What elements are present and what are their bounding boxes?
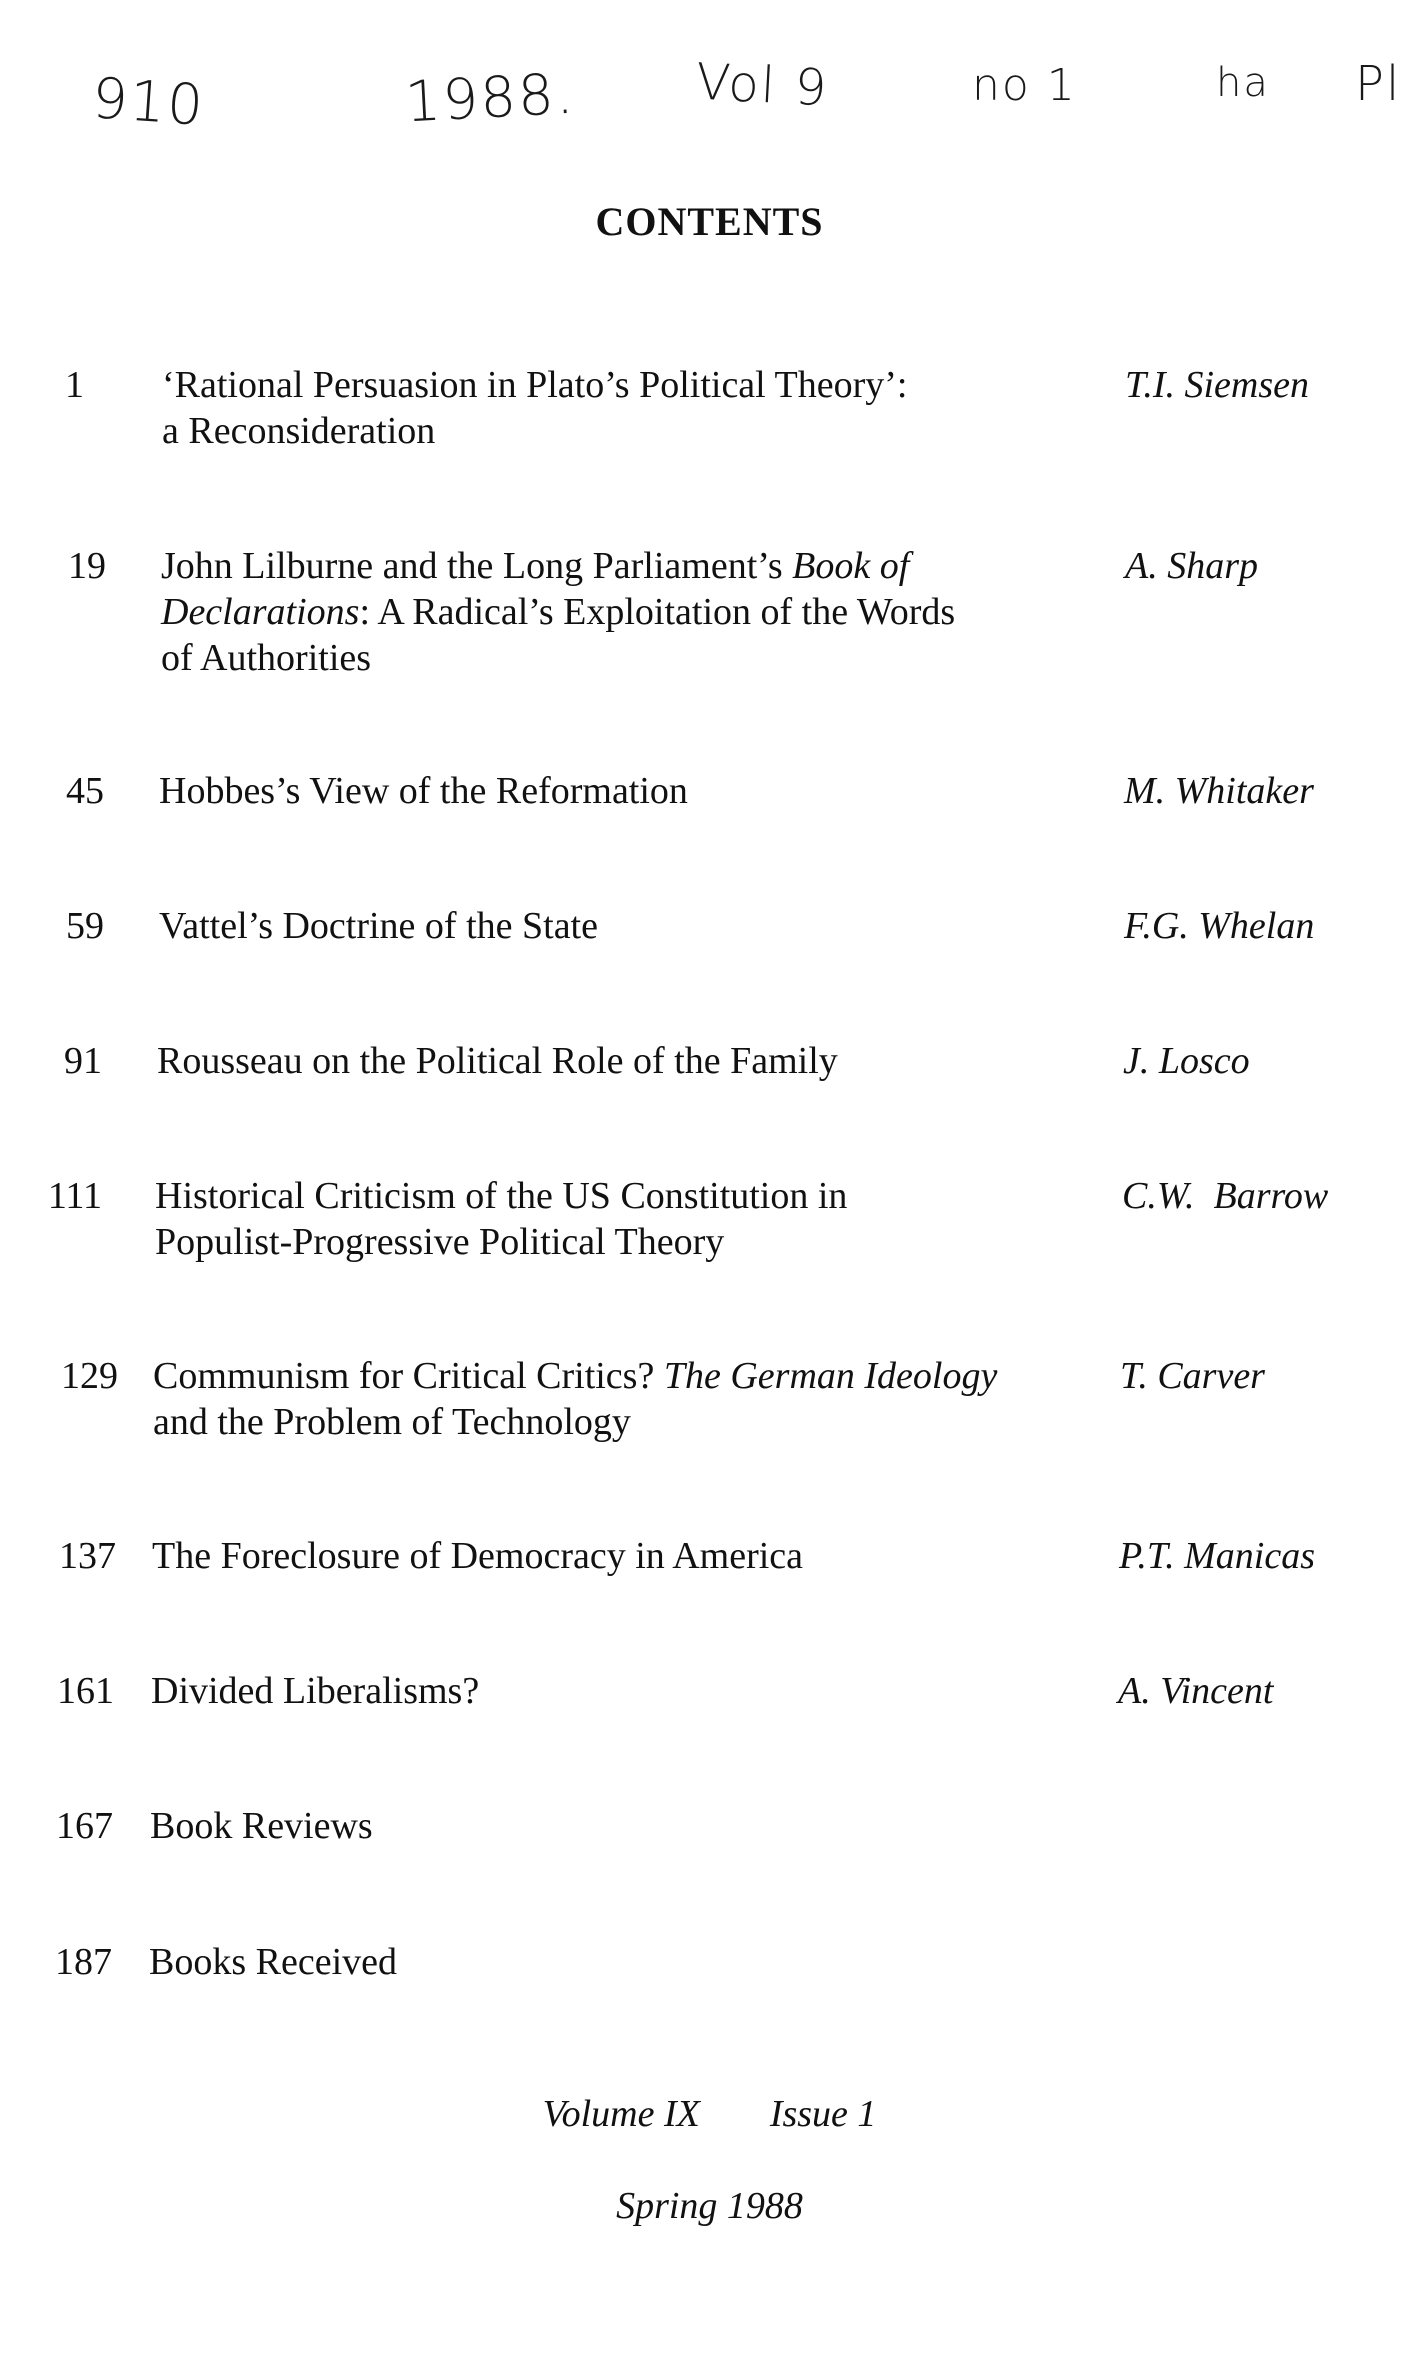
- handwritten-note: Pl: [1355, 56, 1402, 112]
- toc-author: T. Carver: [1120, 1355, 1265, 1397]
- toc-title-line: Divided Liberalisms?: [151, 1670, 480, 1712]
- toc-title-line: Hobbes’s View of the Reformation: [159, 770, 688, 812]
- toc-title-line: [153, 1353, 1113, 1399]
- volume-issue-line: [0, 2092, 1419, 2136]
- toc-author: A. Vincent: [1118, 1670, 1274, 1712]
- toc-title-line: Historical Criticism of the US Constitution in: [155, 1175, 848, 1217]
- toc-page-number: 137: [59, 1535, 116, 1577]
- toc-title: [151, 1668, 1091, 1714]
- toc-title-line: The Foreclosure of Democracy in America: [152, 1535, 804, 1577]
- toc-title-line: Populist-Progressive Political Theory: [155, 1221, 725, 1263]
- handwritten-note: Vol 9: [694, 52, 830, 118]
- toc-author: P.T. Manicas: [1119, 1535, 1315, 1577]
- toc-title-italic: Declarations: [161, 591, 360, 633]
- toc-title-text: : A Radical’s Exploitation of the Words: [359, 591, 956, 633]
- toc-page-number: 187: [55, 1941, 112, 1983]
- toc-page-number: 111: [47, 1175, 102, 1217]
- toc-title-line: Book Reviews: [150, 1805, 373, 1847]
- toc-title-text: of Authorities: [161, 637, 372, 679]
- toc-author: M. Whitaker: [1124, 770, 1314, 812]
- issue-label: Issue 1: [769, 2093, 877, 2135]
- toc-title-line: a Reconsideration: [162, 410, 436, 452]
- toc-page-number: 45: [66, 770, 104, 812]
- toc-title: [149, 1939, 1089, 1985]
- toc-title: [150, 1803, 1090, 1849]
- toc-author: A. Sharp: [1125, 545, 1258, 587]
- toc-page-number: 59: [66, 905, 104, 947]
- toc-author: J. Losco: [1123, 1040, 1250, 1082]
- toc-title: [162, 362, 1102, 454]
- toc-title-line: [153, 1399, 1113, 1445]
- toc-title-line: [161, 635, 1101, 681]
- toc-page-number: 1: [65, 364, 84, 406]
- handwritten-note: 1988.: [403, 61, 577, 136]
- season-label: Spring 1988: [616, 2185, 803, 2227]
- toc-title-text: and the Problem of Technology: [153, 1401, 631, 1443]
- toc-page-number: 161: [57, 1670, 114, 1712]
- toc-title: [157, 1038, 1097, 1084]
- toc-title: [153, 1353, 1113, 1445]
- toc-title-line: Rousseau on the Political Role of the Family: [157, 1040, 838, 1082]
- toc-title: [159, 768, 1099, 814]
- toc-page-number: 91: [64, 1040, 102, 1082]
- toc-author: T.I. Siemsen: [1125, 364, 1309, 406]
- toc-title-line: ‘Rational Persuasion in Plato’s Political Theory’:: [162, 364, 908, 406]
- toc-title: [161, 543, 1101, 681]
- toc-page-number: 167: [56, 1805, 113, 1847]
- toc-title-line: [161, 589, 1101, 635]
- toc-title-italic: Book of: [792, 545, 910, 587]
- toc-page-number: 19: [68, 545, 106, 587]
- toc-page-number: 129: [61, 1355, 118, 1397]
- toc-title: [155, 1173, 1095, 1265]
- toc-title-italic: The German Ideology: [663, 1355, 998, 1397]
- toc-author: C.W. Barrow: [1122, 1175, 1329, 1217]
- toc-title-text: Communism for Critical Critics?: [153, 1355, 664, 1397]
- handwritten-note: 910: [89, 66, 208, 139]
- toc-title-line: [161, 543, 1101, 589]
- toc-title-line: Books Received: [149, 1941, 398, 1983]
- toc-title: [159, 903, 1099, 949]
- toc-author: F.G. Whelan: [1124, 905, 1315, 947]
- handwritten-note: ha: [1216, 60, 1270, 106]
- toc-title-text: John Lilburne and the Long Parliament’s: [161, 545, 793, 587]
- volume-label: Volume IX: [542, 2093, 700, 2135]
- toc-title: [152, 1533, 1092, 1579]
- handwritten-note: no 1: [972, 60, 1077, 111]
- toc-title-line: Vattel’s Doctrine of the State: [159, 905, 598, 947]
- page-title: CONTENTS: [595, 199, 824, 244]
